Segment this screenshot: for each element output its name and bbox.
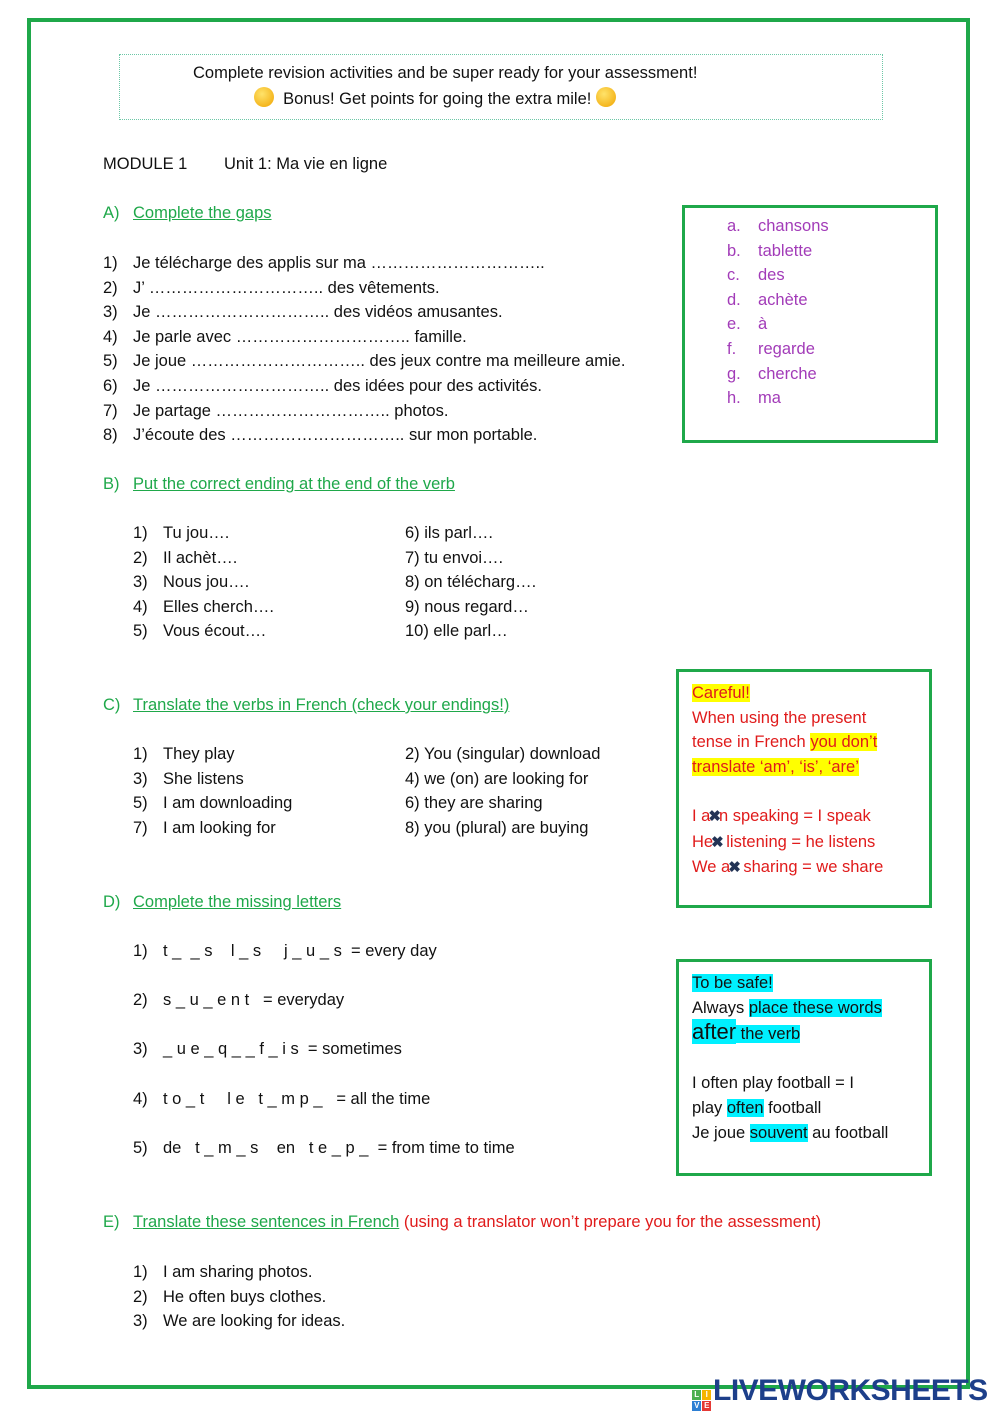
section-d-letter: D) (103, 893, 121, 911)
cross-out-icon: ✖ (708, 807, 721, 825)
translate-verb-item: 6) they are sharing (405, 794, 543, 813)
safe-example: football (763, 1098, 822, 1117)
verb-ending-item: Il achèt…. (163, 548, 238, 567)
word-bank-word: achète (758, 290, 808, 309)
translate-verb-item-number: 5) (133, 794, 148, 813)
safe-highlight: place these words (748, 998, 882, 1017)
safe-example: au football (807, 1123, 889, 1142)
missing-letters-item-number: 1) (133, 942, 148, 960)
word-bank-word: chansons (758, 217, 829, 235)
translate-verb-item: I am downloading (163, 794, 293, 813)
bonus-text: Bonus! Get points for going the extra mile! (283, 90, 592, 108)
gap-item-number: 6) (103, 377, 118, 395)
careful-highlight: you don’t (810, 733, 878, 752)
verb-ending-item: Nous jou…. (163, 573, 250, 592)
gap-item-number: 1) (103, 254, 118, 272)
gap-item: Je ………………………….. des idées pour des activités. (133, 377, 542, 395)
gap-item: Je joue ………………………….. des jeux contre ma meilleure amie. (133, 352, 626, 371)
section-c-letter: C) (103, 696, 121, 714)
verb-ending-item: Tu jou…. (163, 524, 230, 542)
word-bank-word: tablette (758, 241, 813, 260)
thumbs-up-emoji-icon (254, 87, 274, 107)
translate-verb-item-number: 1) (133, 745, 148, 763)
word-bank-key: h. (727, 389, 741, 408)
gap-item-number: 7) (103, 401, 118, 420)
gap-item: J’ ………………………….. des vêtements. (133, 278, 440, 297)
word-bank-word: cherche (758, 364, 817, 383)
translate-verb-item: They play (163, 745, 235, 763)
translate-verb-item: She listens (163, 769, 244, 788)
section-e-title: Translate these sentences in French (133, 1213, 400, 1231)
verb-ending-item: 9) nous regard… (405, 597, 529, 616)
example-text: sharing = we share (738, 858, 884, 877)
verb-ending-item-number: 5) (133, 622, 148, 641)
translate-sentence-item-number: 3) (133, 1312, 148, 1331)
gap-item-number: 5) (103, 352, 118, 371)
gap-item-number: 8) (103, 426, 118, 445)
cross-out-icon: ✖ (728, 859, 741, 877)
verb-ending-item-number: 2) (133, 548, 148, 567)
careful-title: Careful! (692, 684, 750, 702)
translate-verb-item: 4) we (on) are looking for (405, 769, 589, 788)
section-b-title: Put the correct ending at the end of the verb (133, 475, 455, 493)
example-text: I a (692, 806, 711, 825)
safe-highlight: the verb (736, 1025, 801, 1044)
careful-highlight: translate ‘am’, ‘is’, ‘are’ (692, 757, 859, 776)
safe-example: I often play football = I (692, 1074, 854, 1093)
section-e-note: (using a translator won’t prepare you for the assessment) (399, 1213, 822, 1231)
missing-letters-item: s _ u _ e n t = everyday (163, 991, 345, 1010)
missing-letters-item-number: 2) (133, 991, 148, 1010)
section-d-title: Complete the missing letters (133, 893, 342, 911)
safe-text: Always (692, 998, 749, 1017)
module-label: MODULE 1 (103, 155, 188, 173)
word-bank-key: c. (727, 266, 740, 285)
translate-sentence-item: I am sharing photos. (163, 1263, 313, 1281)
verb-ending-item: Vous écout…. (163, 622, 266, 641)
safe-highlight: after (692, 1019, 737, 1045)
header-line-1: Complete revision activities and be super ready for your assessment! (193, 64, 698, 82)
safe-tip-box (676, 959, 932, 1176)
cross-out-icon: ✖ (711, 833, 724, 851)
verb-ending-item: Elles cherch…. (163, 597, 274, 616)
section-b-letter: B) (103, 475, 120, 493)
word-bank-key: a. (727, 217, 741, 235)
section-e-letter: E) (103, 1213, 120, 1231)
word-bank-key: e. (727, 315, 741, 334)
section-a-letter: A) (103, 204, 120, 222)
word-bank-word: ma (758, 389, 781, 408)
verb-ending-item-number: 4) (133, 597, 148, 616)
careful-line: When using the present (692, 708, 867, 727)
example-text: n speaking = I speak (718, 806, 871, 825)
word-bank-word: des (758, 266, 785, 285)
unit-title: Unit 1: Ma vie en ligne (224, 155, 388, 173)
verb-ending-item-number: 1) (133, 524, 148, 542)
missing-letters-item-number: 5) (133, 1138, 148, 1157)
liveworksheets-logo (692, 1374, 988, 1411)
translate-verb-item: I am looking for (163, 818, 276, 837)
word-bank-key: b. (727, 241, 741, 260)
gap-item: Je partage ………………………….. photos. (133, 401, 449, 420)
missing-letters-item-number: 3) (133, 1040, 148, 1059)
missing-letters-item: t o _ t l e t _ m p _ = all the time (163, 1089, 431, 1108)
gap-item: J’écoute des ………………………….. sur mon portable. (133, 426, 538, 445)
logo-text: LIVEWORKSHEETS (713, 1374, 988, 1407)
translate-sentence-item-number: 2) (133, 1287, 148, 1306)
word-bank-key: g. (727, 364, 741, 383)
gap-item-number: 2) (103, 278, 118, 297)
gap-item-number: 3) (103, 303, 118, 322)
word-bank-word: à (758, 315, 768, 334)
translate-verb-item: 2) You (singular) download (405, 745, 601, 763)
missing-letters-item: _ u e _ q _ _ f _ i s = sometimes (163, 1040, 402, 1059)
example-text: We a (692, 858, 731, 877)
translate-sentence-item: He often buys clothes. (163, 1287, 327, 1306)
verb-ending-item-number: 3) (133, 573, 148, 592)
gap-item: Je ………………………….. des vidéos amusantes. (133, 303, 503, 322)
missing-letters-item: t _ _ s l _ s j _ u _ s = every day (163, 942, 437, 960)
verb-ending-item: 10) elle parl… (405, 622, 508, 641)
verb-ending-item: 8) on télécharg…. (405, 573, 537, 592)
word-bank-key: d. (727, 290, 741, 309)
word-bank-key: f. (727, 340, 737, 358)
header-box (119, 54, 883, 120)
section-a-title: Complete the gaps (133, 204, 272, 222)
thumbs-up-emoji-icon (596, 87, 616, 107)
verb-ending-item: 7) tu envoi…. (405, 548, 504, 567)
safe-example: Je joue (692, 1123, 750, 1142)
missing-letters-item: de t _ m _ s en t e _ p _ = from time to time (163, 1138, 515, 1157)
translate-sentence-item: We are looking for ideas. (163, 1312, 346, 1331)
safe-example: play (692, 1098, 727, 1117)
careful-tip-box (676, 669, 932, 908)
safe-title: To be safe! (692, 974, 773, 992)
gap-item: Je parle avec ………………………….. famille. (133, 327, 467, 346)
careful-line: tense in French (692, 733, 811, 752)
section-e-heading (133, 1213, 821, 1232)
safe-highlight: often (726, 1098, 764, 1117)
gap-item-number: 4) (103, 327, 118, 346)
gap-item: Je télécharge des applis sur ma ………………………….. (133, 254, 545, 272)
word-bank-word: regarde (758, 340, 815, 358)
translate-verb-item-number: 3) (133, 769, 148, 788)
missing-letters-item-number: 4) (133, 1089, 148, 1108)
translate-verb-item-number: 7) (133, 818, 148, 837)
live-badge-icon: L I V E (692, 1390, 711, 1411)
example-text: listening = he listens (721, 832, 876, 851)
example-text: He (692, 832, 714, 851)
safe-highlight: souvent (749, 1123, 808, 1142)
translate-sentence-item-number: 1) (133, 1263, 148, 1281)
section-c-title: Translate the verbs in French (check your endings!) (133, 696, 510, 714)
translate-verb-item: 8) you (plural) are buying (405, 818, 589, 837)
verb-ending-item: 6) ils parl…. (405, 524, 494, 542)
header-line-2 (254, 87, 616, 109)
